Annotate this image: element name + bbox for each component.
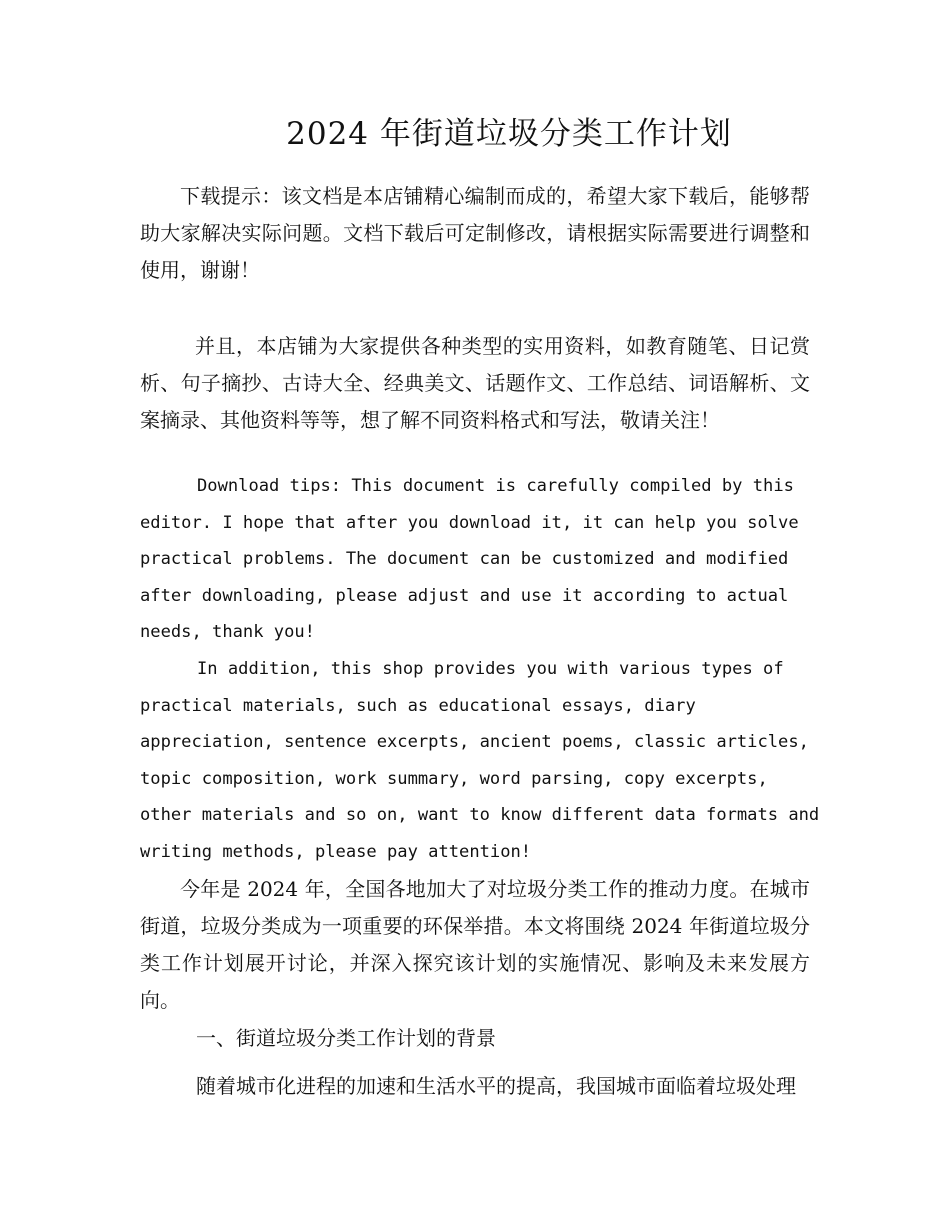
download-tip-cn: 下载提示：该文档是本店铺精心编制而成的，希望大家下载后，能够帮助大家解决实际问题。文档下载后可定制修改，请根据实际需要进行调整和使用，谢谢！ [140, 184, 810, 282]
shop-note-en: In addition, this shop provides you with various types of practical materials, such as educational essays, diary appreciation, sentence excerpts, ancient poems, classic articles, topic composition, work summary, word parsing, copy excerpts, other materials and so on, want to know different data formats and writing methods, please pay attention! [140, 659, 820, 862]
intro-paragraph: 今年是 2024 年，全国各地加大了对垃圾分类工作的推动力度。在城市街道，垃圾分类成为一项重要的环保举措。本文将围绕 2024 年街道垃圾分类工作计划展开讨论，并深入探究该计划的实施情况、影响及未来发展方向。 [140, 877, 810, 1012]
download-tip-en: Download tips: This document is carefully compiled by this editor. I hope that after you download it, it can help you solve practical problems. The document can be customized and modified after downloading, please adjust and use it according to actual needs, thank you! [140, 476, 799, 643]
section-body-first-line: 随着城市化进程的加速和生活水平的提高，我国城市面临着垃圾处理 [196, 1074, 796, 1098]
section-heading: 一、街道垃圾分类工作计划的背景 [196, 1026, 496, 1050]
document-title: 2024 年街道垃圾分类工作计划 [286, 116, 732, 152]
shop-note-cn: 并且，本店铺为大家提供各种类型的实用资料，如教育随笔、日记赏析、句子摘抄、古诗大全、经典美文、话题作文、工作总结、词语解析、文案摘录、其他资料等等，想了解不同资料格式和写法，敬请关注！ [140, 334, 810, 432]
